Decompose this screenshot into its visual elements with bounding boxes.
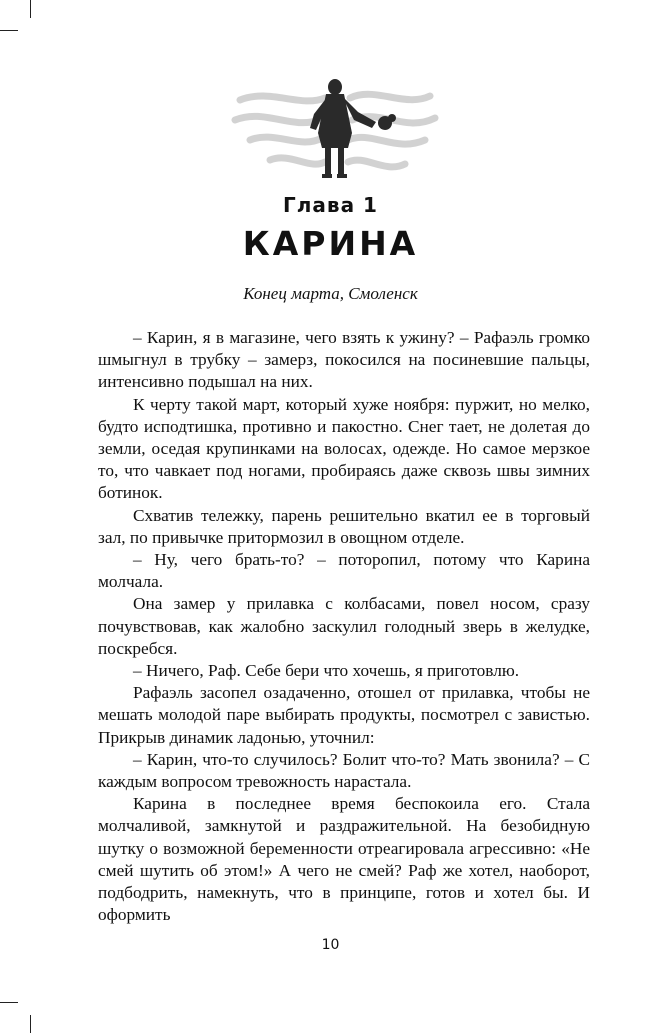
paragraph: Карина в последнее время беспокоила его. Стала молчаливой, замкнутой и раздражительной. На безобидную шутку о возможной беременности отреагировала агрессивно: «Не смей шутить об этом!» А чего не смей? Раф же хотел, наоборот, подбодрить, намекнуть, что в принципе, готов и хотел бы. И оформить bbox=[98, 794, 590, 925]
paragraph: – Карин, что-то случилось? Болит что-то? Мать звонила? – С каждым вопросом тревожность нарастала. bbox=[98, 749, 590, 792]
paragraph: – Ну, чего брать-то? – поторопил, потому что Карина молчала. bbox=[98, 550, 590, 592]
crop-mark-top-left-horizontal bbox=[0, 30, 18, 31]
page-number: 10 bbox=[321, 937, 340, 953]
paragraph: Рафаэль засопел озадаченно, отошел от прилавка, чтобы не мешать молодой паре выбирать продукты, посмотрел с завистью. Прикрыв динамик ладонью, уточнил: bbox=[98, 683, 590, 747]
crop-mark-bottom-left-vertical bbox=[30, 1015, 31, 1033]
body-text bbox=[98, 327, 590, 926]
paragraph: – Ничего, Раф. Себе бери что хочешь, я приготовлю. bbox=[133, 661, 520, 681]
paragraph: Она замер у прилавка с колбасами, повел носом, сразу почувствовав, как жалобно заскулил голодный зверь в желудке, поскребся. bbox=[98, 594, 590, 658]
crop-mark-top-left-vertical bbox=[30, 0, 31, 18]
chapter-number: Глава 1 bbox=[283, 193, 378, 217]
paragraph: Схватив тележку, парень решительно вкатил ее в торговый зал, по привычке притормозил в овощном отделе. bbox=[98, 505, 590, 547]
chapter-dateline: Конец марта, Смоленск bbox=[243, 284, 418, 303]
chapter-title: КАРИНА bbox=[242, 224, 419, 263]
paragraph: – Карин, я в магазине, чего взять к ужину? – Рафаэль громко шмыгнул в трубку – замерз, покосился на посиневшие пальцы, интенсивно подышал на них. bbox=[98, 328, 590, 392]
crop-mark-bottom-left-horizontal bbox=[0, 1002, 18, 1003]
chapter-vignette-illustration bbox=[230, 78, 440, 188]
paragraph: К черту такой март, который хуже ноября: пуржит, но мелко, будто исподтишка, противно и пакостно. Снег тает, не долетая до земли, оседая крупинками на волосах, одежде. Но самое мерзкое то, что чавкает под ногами, пробираясь даже сквозь швы зимних ботинок. bbox=[98, 394, 590, 503]
